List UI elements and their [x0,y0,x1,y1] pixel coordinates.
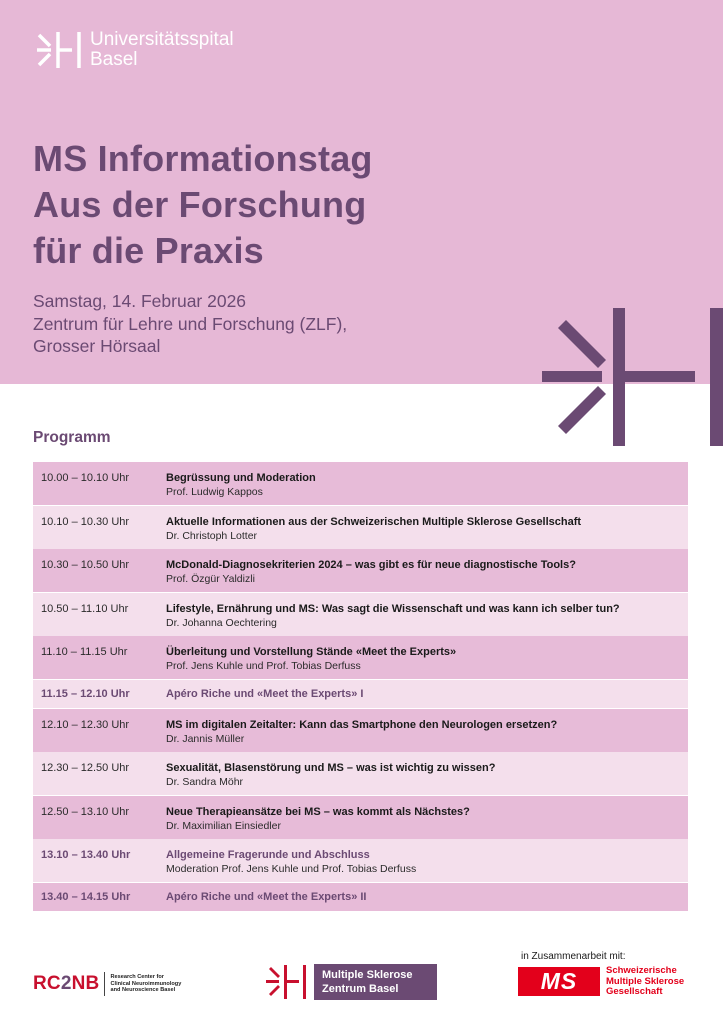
program-row [33,593,688,636]
event-venue-line1: Zentrum für Lehre und Forschung (ZLF), [33,313,348,334]
ms-name-line3: Gesellschaft [606,986,663,997]
ms-gesellschaft-name [606,966,684,998]
program-speaker: Prof. Jens Kuhle und Prof. Tobias Derfuss [166,660,361,673]
program-speaker: Dr. Maximilian Einsiedler [166,819,281,832]
ms-badge: MS [518,967,600,996]
event-venue-line2: Grosser Hörsaal [33,336,161,356]
program-title: Begrüssung und Moderation [166,472,316,484]
program-row [33,839,688,882]
usb-logo-line1: Universitätsspital [90,29,234,50]
programm-heading: Programm [33,429,111,446]
ms-zentrum-line1: Multiple Sklerose [322,969,413,981]
cooperation-label: in Zusammenarbeit mit: [521,951,626,962]
rc2nb-description [110,974,181,994]
usb-large-mark-icon [540,306,723,448]
rc2nb-part-rc: RC [33,973,61,994]
title-line-1: MS Informationstag [33,138,373,179]
program-row [33,752,688,795]
program-row-break [33,883,688,911]
program-time: 10.30 – 10.50 Uhr [41,559,130,572]
ms-zentrum-line2: Zentrum Basel [322,983,399,995]
program-row-break [33,680,688,708]
usb-mark-icon [34,30,82,70]
program-title: Aktuelle Informationen aus der Schweizerischen Multiple Sklerose Gesellschaft [166,515,582,528]
program-speaker: Dr. Sandra Möhr [166,776,244,789]
usb-logo-line2: Basel [90,49,138,70]
program-title: Apéro Riche und «Meet the Experts» II [166,890,367,903]
program-title: Überleitung und Vorstellung Stände «Meet the Experts» [166,646,457,659]
ms-zentrum-logo [266,964,437,1000]
event-details [33,290,347,358]
title-line-2: Aus der Forschung [33,184,367,225]
ms-name-line1: Schweizerische [606,965,677,976]
program-row [33,636,688,679]
rc2nb-divider [104,972,105,996]
rc2nb-logo [33,972,181,996]
program-time: 11.10 – 11.15 Uhr [41,646,128,659]
usb-small-mark-icon [266,965,306,999]
usb-logo [34,30,234,70]
program-time: 13.40 – 14.15 Uhr [41,890,131,903]
program-list [33,462,688,912]
rc2nb-desc-line1: Research Center for [110,974,164,981]
program-row [33,709,688,752]
event-title [33,136,373,274]
program-speaker: Prof. Özgür Yaldizli [166,573,255,586]
rc2nb-desc-line3: and Neuroscience Basel [110,987,176,994]
program-time: 12.50 – 13.10 Uhr [41,805,130,818]
program-speaker: Prof. Ludwig Kappos [166,486,263,498]
program-speaker: Dr. Johanna Oechtering [166,616,277,629]
rc2nb-part-2: 2 [60,973,72,994]
usb-logo-text [90,30,234,70]
program-time: 11.15 – 12.10 Uhr [41,687,130,700]
program-time: 12.10 – 12.30 Uhr [41,718,130,731]
program-title: Allgemeine Fragerunde und Abschluss [166,849,370,862]
rc2nb-desc-line2: Clinical Neuroimmunology [110,980,182,987]
ms-name-line2: Multiple Sklerose [606,975,685,987]
ms-zentrum-label [314,964,437,1000]
program-time: 10.50 – 11.10 Uhr [41,602,129,615]
program-title: MS im digitalen Zeitalter: Kann das Smartphone den Neurologen ersetzen? [166,718,558,731]
rc2nb-part-nb: NB [71,973,100,994]
program-title: Lifestyle, Ernährung und MS: Was sagt die Wissenschaft und was kann ich selber tun? [166,602,620,615]
program-title: McDonald-Diagnosekriterien 2024 – was gibt es für neue diagnostische Tools? [166,559,576,572]
program-title: Neue Therapieansätze bei MS – was kommt als Nächstes? [166,805,470,818]
program-time: 12.30 – 12.50 Uhr [41,762,130,775]
program-title: Apéro Riche und «Meet the Experts» I [166,687,364,700]
program-time: 10.00 – 10.10 Uhr [41,472,130,484]
event-date: Samstag, 14. Februar 2026 [33,291,247,311]
program-speaker: Dr. Christoph Lotter [166,529,258,542]
rc2nb-wordmark [33,973,99,995]
program-row [33,796,688,839]
program-time: 13.10 – 13.40 Uhr [41,849,131,862]
program-row [33,549,688,592]
program-time: 10.10 – 10.30 Uhr [41,515,130,528]
ms-gesellschaft-logo [518,966,684,998]
program-row [33,506,688,549]
program-row [33,462,688,505]
program-speaker: Dr. Jannis Müller [166,732,245,745]
program-title: Sexualität, Blasenstörung und MS – was ist wichtig zu wissen? [166,762,496,775]
program-speaker: Moderation Prof. Jens Kuhle und Prof. Tobias Derfuss [166,863,417,876]
title-line-3: für die Praxis [33,230,264,271]
